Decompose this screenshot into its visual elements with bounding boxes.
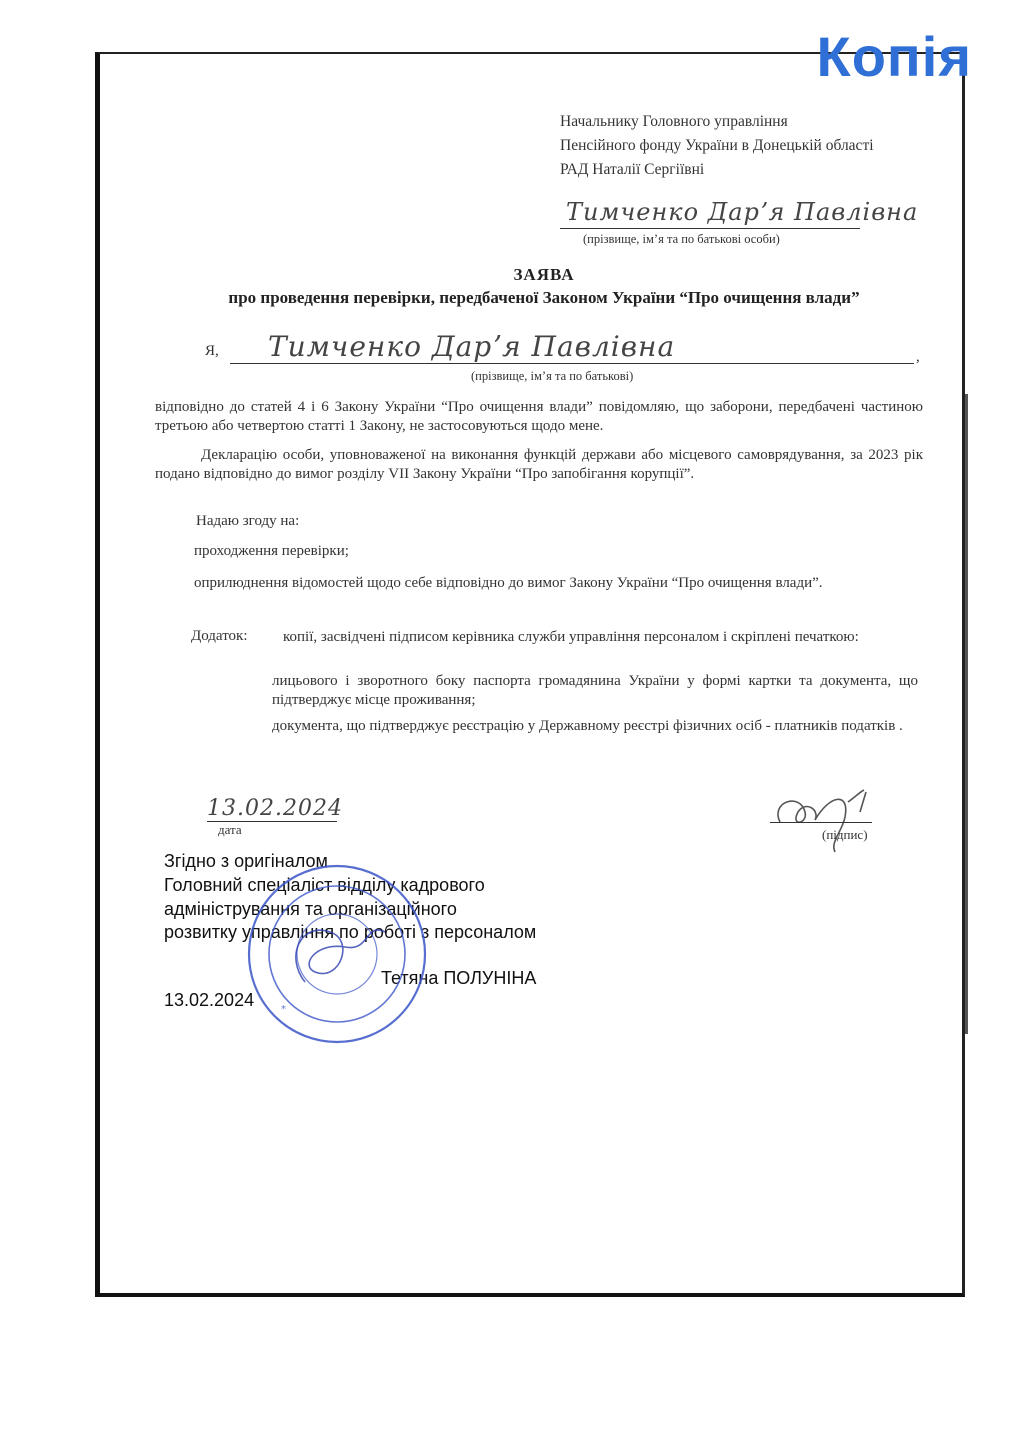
addressee-block <box>560 110 874 182</box>
seal-star: * <box>281 1004 286 1015</box>
date-caption: дата <box>218 822 242 837</box>
applicant-name-comma: , <box>916 349 920 365</box>
official-seal <box>245 862 430 1047</box>
sender-name-line <box>560 228 860 229</box>
applicant-name-line <box>230 363 914 364</box>
seal-outer-ring <box>249 866 425 1042</box>
certification-date: 13.02.2024 <box>164 990 255 1010</box>
certification-signer: Тетяна ПОЛУНІНА <box>381 968 537 988</box>
addressee-line-2: Пенсійного фонду України в Донецькій області <box>560 137 874 154</box>
attachment-intro: копії, засвідчені підписом керівника служби управління персоналом і скріплені печаткою: <box>283 629 859 645</box>
paragraph-declaration: Декларацію особи, уповноваженої на виконання функцій держави або місцевого самоврядування, за 2023 рік подано відповідно до вимог розділу VII Закону України “Про запобігання корупції”. <box>155 447 923 482</box>
signature-caption: (підпис) <box>822 827 868 842</box>
copy-stamp: Копія <box>816 25 972 88</box>
ya-label: Я, <box>205 343 219 359</box>
sender-name-caption: (прізвище, імʼя та по батькові особи) <box>583 232 780 246</box>
attachment-item-passport: лицьового і зворотного боку паспорта громадянина України у формі картки та документа, що підтверджує місце проживання; <box>272 673 918 708</box>
document-subtitle: про проведення перевірки, передбаченої Законом України “Про очищення влади” <box>228 288 860 307</box>
seal-center-ring <box>297 914 377 994</box>
signature-line <box>770 822 872 823</box>
certification-line-3: адміністрування та організаційного <box>164 899 457 919</box>
applicant-name-caption: (прізвище, імʼя та по батькові) <box>471 369 634 383</box>
consent-item-publication: оприлюднення відомостей щодо себе відповідно до вимог Закону України “Про очищення влади”. <box>194 575 823 591</box>
attachment-item-taxpayer: документа, що підтверджує реєстрацію у Державному реєстрі фізичних осіб - платників податків . <box>272 718 903 734</box>
sender-name-handwritten: Тимченко Дарʼя Павлівна <box>566 198 919 226</box>
document-title: ЗАЯВА <box>513 265 575 284</box>
date-handwritten: 13.02.2024 <box>207 796 343 821</box>
certification-line-2: Головний спеціаліст відділу кадрового <box>164 875 485 895</box>
page-edge-shadow <box>965 394 968 1034</box>
seal-inner-ring <box>269 886 405 1022</box>
addressee-line-3: РАД Наталії Сергіївні <box>560 161 705 178</box>
attachment-label: Додаток: <box>191 628 248 644</box>
paragraph-prohibitions: відповідно до статей 4 і 6 Закону України “Про очищення влади” повідомляю, що заборони, передбачені частиною третьою або четвертою статті 1 Закону, не застосовуються щодо мене. <box>155 399 923 434</box>
applicant-name-handwritten: Тимченко Дарʼя Павлівна <box>268 330 676 363</box>
certification-line-4: розвитку управління по роботі з персоналом <box>164 922 537 942</box>
consent-intro: Надаю згоду на: <box>196 513 300 529</box>
addressee-line-1: Начальнику Головного управління <box>560 113 788 130</box>
certification-line-1: Згідно з оригіналом <box>164 851 328 871</box>
consent-item-verification: проходження перевірки; <box>194 543 349 559</box>
